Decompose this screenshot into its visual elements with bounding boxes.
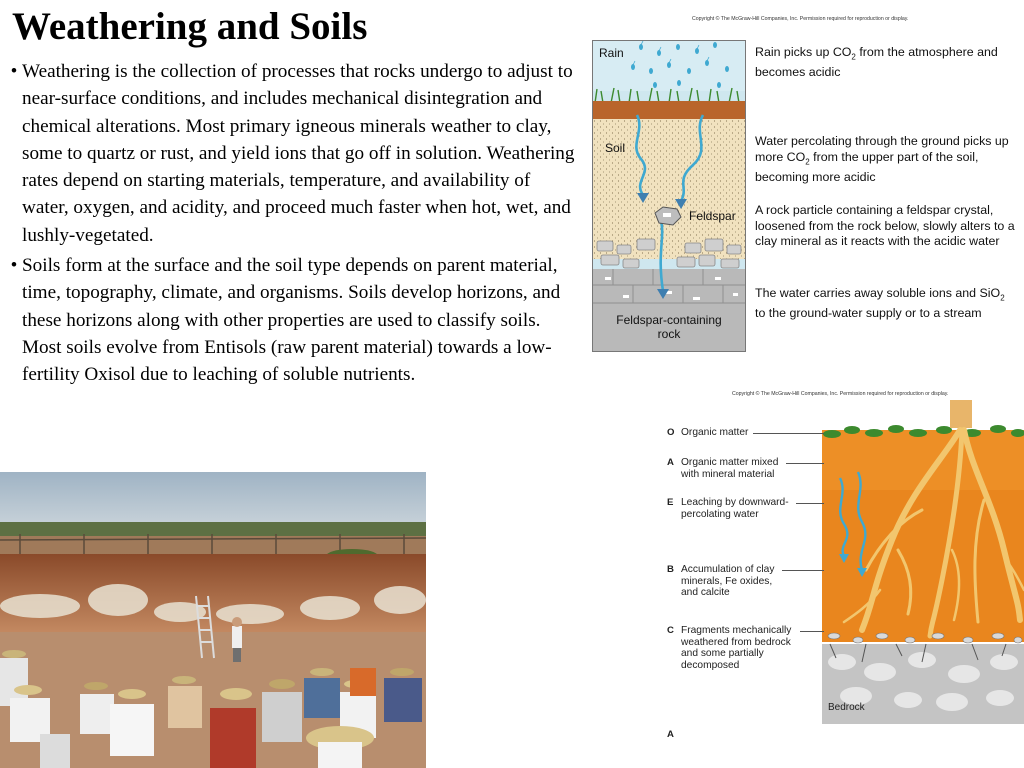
photo-shrubland: [0, 522, 426, 538]
horizon-label-o: Organic matter: [681, 427, 749, 438]
bullet-list: [6, 58, 580, 392]
soil-pit-photo: [0, 472, 426, 768]
soil-horizons-diagram: [822, 400, 1024, 724]
soil-pit-photo-graphic: [0, 472, 426, 768]
bullet-dot: •: [10, 61, 18, 82]
caption-rain-co2: [755, 45, 1017, 81]
feldspar-rock-label-line1: Feldspar-containing: [616, 313, 722, 327]
leader-line-a: [786, 463, 824, 464]
page-title: Weathering and Soils: [12, 5, 368, 48]
horizon-label-e: Leaching by downward-percolating water: [681, 497, 789, 520]
caption-soluble-ions: [755, 286, 1017, 322]
bullet-dot: •: [10, 255, 18, 277]
bullet-item-soils: [6, 252, 580, 388]
caption-rain-co2-text: Rain picks up CO: [755, 45, 852, 59]
bedrock-label: Bedrock: [828, 702, 865, 713]
caption-percolating-water-text: Water percolating through the ground picks up more CO: [755, 134, 1009, 164]
bullet-item-weathering: [6, 58, 580, 249]
feldspar-label: Feldspar: [689, 209, 736, 223]
panel-letter: A: [667, 729, 674, 740]
leader-line-c: [800, 631, 824, 632]
caption-percolating-water: [755, 134, 1017, 185]
rain-label: Rain: [599, 46, 624, 60]
horizon-letter-c: C: [667, 625, 674, 636]
caption-soluble-ions-text: The water carries away soluble ions and SiO: [755, 286, 1001, 300]
horizon-label-b: Accumulation of clay minerals, Fe oxides, and calcite: [681, 564, 775, 599]
weathering-diagram: [592, 40, 746, 352]
leader-line-o: [753, 433, 824, 434]
caption-soluble-ions-text-end: to the ground-water supply or to a stream: [755, 306, 982, 321]
figure2-copyright: Copyright © The McGraw-Hill Companies, Inc. Permission required for reproduction or display.: [732, 391, 949, 397]
subscript-2: 2: [851, 52, 856, 62]
instructor-figure: [232, 617, 242, 662]
horizon-letter-a: A: [667, 457, 674, 468]
subscript-2: 2: [805, 157, 810, 167]
horizon-letter-b: B: [667, 564, 674, 575]
horizon-label-c: Fragments mechanically weathered from bedrock and some partially decomposed: [681, 625, 792, 671]
soil-horizons-graphic: [822, 400, 1024, 724]
soil-texture: [593, 119, 745, 259]
tree-trunk-icon: [950, 400, 972, 428]
leader-line-b: [782, 570, 824, 571]
bullet-text-soils: Soils form at the surface and the soil type depends on parent material, time, topography, climate, and organisms. Soils develop horizons, and these horizons along with other properties are used to classify soils. Most soils evolve from Entisols (raw parent material) towards a low-fertility Oxisol due to leaching of soluble nutrients.: [22, 255, 561, 386]
weathering-diagram-graphic: [593, 41, 745, 351]
photo-sky: [0, 472, 426, 528]
pit-wall: [0, 554, 426, 634]
subscript-2: 2: [1000, 293, 1005, 303]
caption-feldspar-particle: A rock particle containing a feldspar crystal, loosened from the rock below, slowly alters to a clay mineral as it reacts with the acidic water: [755, 203, 1015, 249]
leader-line-e: [796, 503, 824, 504]
soil-label: Soil: [605, 141, 626, 155]
figure1-copyright: Copyright © The McGraw-Hill Companies, Inc. Permission required for reproduction or display.: [692, 16, 909, 22]
bullet-text-weathering: Weathering is the collection of processes that rocks undergo to adjust to near-surface conditions, and includes mechanical disintegration and chemical alterations. Most primary igneous minerals weather to clay, some to quartz or rust, and yield ions that go off in solution. Weathering rates depend on starting materials, temperature, and availability of water, oxygen, and acidity, and proceed much faster when hot, wet, and lushly-vegetated.: [22, 61, 575, 246]
horizon-label-a: Organic matter mixed with mineral material: [681, 457, 779, 480]
caption-rain-co2-text-end: from the atmosphere and becomes acidic: [755, 45, 998, 80]
feldspar-rock-label: [607, 313, 731, 341]
topsoil-layer: [593, 101, 745, 119]
caption-percolating-water-text-end: from the upper part of the soil, becoming more acidic: [755, 149, 979, 184]
horizon-letter-o: O: [667, 427, 675, 438]
horizon-letter-e: E: [667, 497, 674, 508]
feldspar-rock-label-line2: rock: [657, 327, 681, 341]
